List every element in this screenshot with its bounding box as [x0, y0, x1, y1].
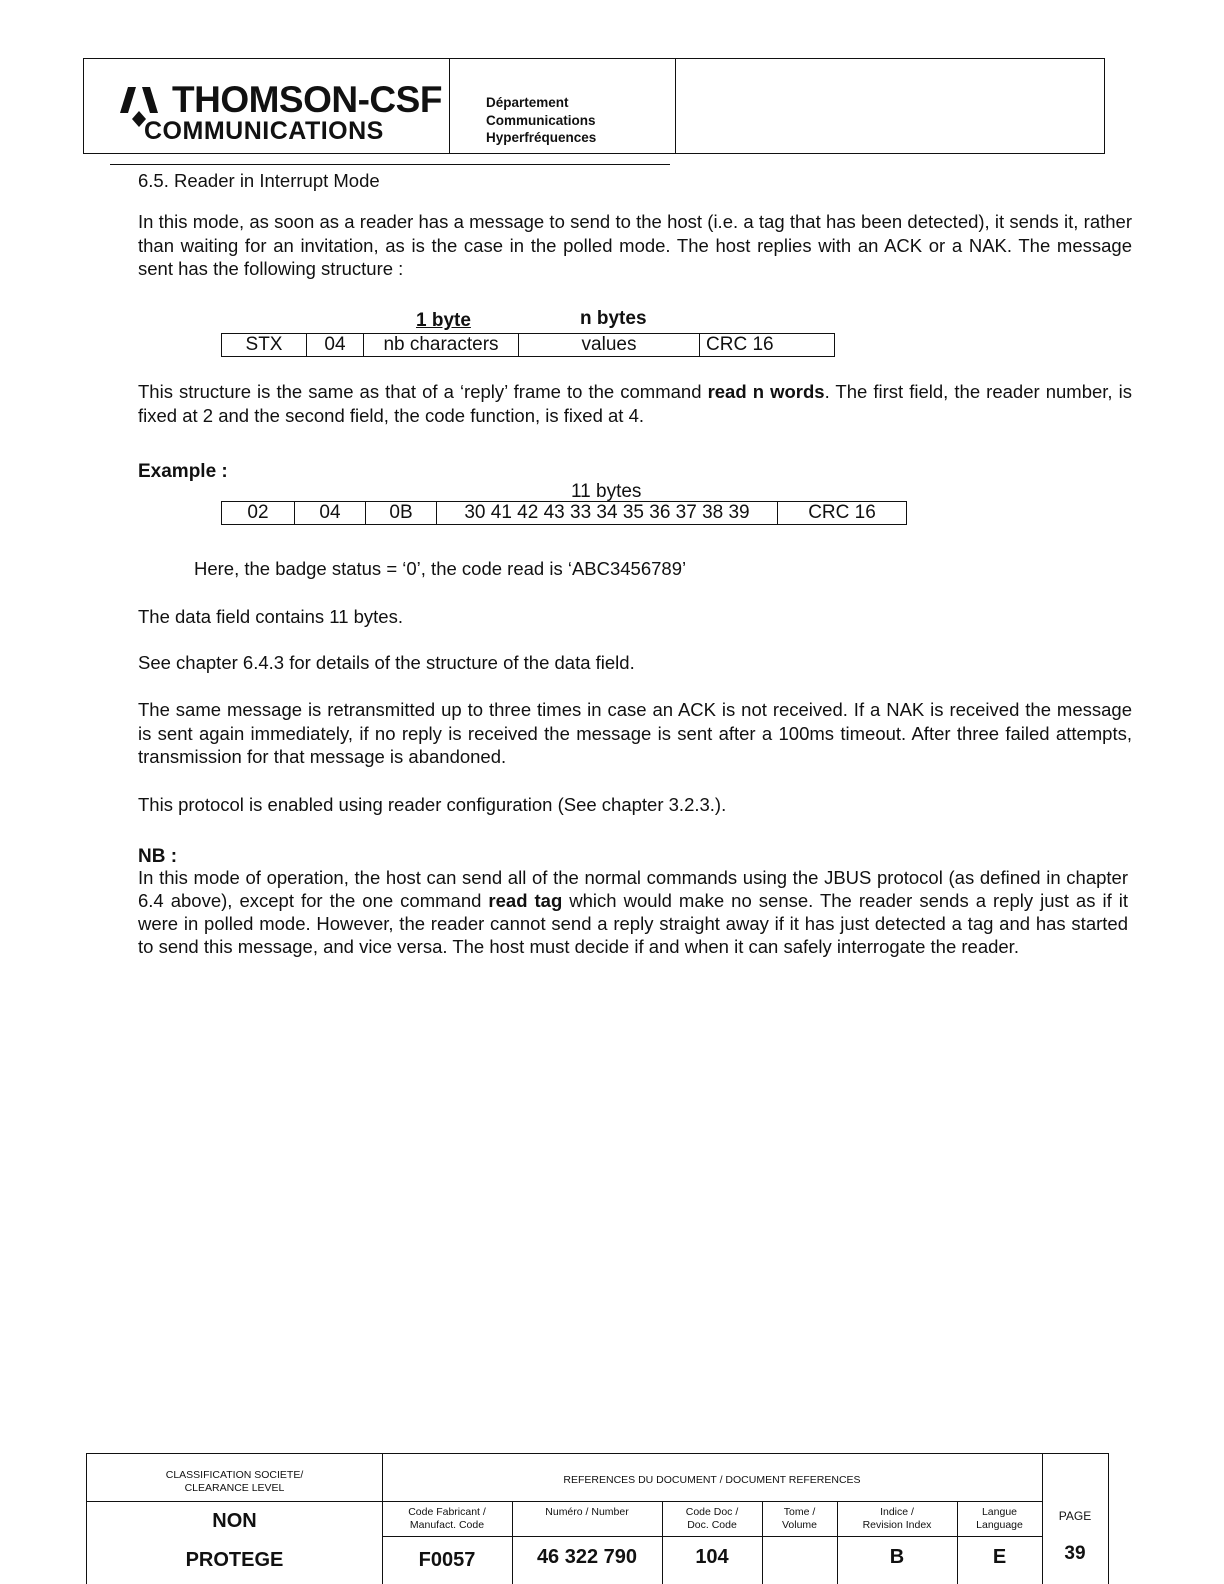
frame2-label: 11 bytes [571, 481, 642, 502]
label-line: Code Doc / [685, 1506, 739, 1518]
text-bold: read tag [488, 890, 563, 911]
example-label: Example : [138, 461, 228, 482]
frame-cell: STX [222, 334, 307, 357]
text-run: which would make no sense. The reader sends a reply just as if it were in polled mode. However, the reader cannot send a reply straight away if it has just detected a tag and has started to send this message, and vice versa. The host must decide if and when it can safely interrogate the reader. [138, 890, 1128, 957]
col-label-page: PAGE [1058, 1509, 1092, 1523]
frame-cell: 02 [222, 502, 295, 525]
department-cell [450, 59, 676, 153]
frame1-label-nbytes: n bytes [580, 308, 647, 329]
value-code-doc: 104 [695, 1546, 729, 1568]
paragraph-structure [138, 380, 1132, 427]
message-structure-table [221, 333, 835, 357]
label-line: Langue [981, 1506, 1018, 1518]
col-label-numero: Numéro / Number [545, 1506, 629, 1518]
label-line: Language [976, 1518, 1023, 1531]
frame-cell: 04 [295, 502, 366, 525]
nb-label: NB : [138, 846, 178, 867]
company-division: COMMUNICATIONS [144, 117, 384, 145]
label-line: Revision Index [862, 1518, 932, 1531]
text-run: In this mode of operation, the host can send all of the normal commands using the JBUS protocol (as defined in chapter 6.4 above), except for the one command [138, 867, 1128, 911]
footer-rule [382, 1536, 1042, 1537]
label-line: Tome / [783, 1506, 816, 1518]
classification-value-2: PROTEGE [185, 1549, 284, 1571]
label-line: Manufact. Code [409, 1518, 485, 1531]
text-bold: read n words [707, 381, 825, 402]
label-line: CLASSIFICATION SOCIETE/ [165, 1469, 304, 1481]
text-run: . The first field, the reader number, is fixed at 2 and the second field, the code function, is fixed at 4. [138, 381, 1132, 426]
frame-cell: 04 [307, 334, 364, 357]
frame1-label-1byte: 1 byte [416, 310, 471, 331]
frame-cell: nb characters [364, 334, 519, 357]
dept-line: Communications [486, 112, 596, 128]
company-name: THOMSON-CSF [172, 79, 442, 120]
label-line: CLEARANCE LEVEL [184, 1481, 285, 1494]
classification-value-1: NON [212, 1510, 257, 1532]
label-line: Doc. Code [687, 1518, 737, 1531]
value-numero: 46 322 790 [536, 1546, 638, 1568]
frame-cell: values [519, 334, 700, 357]
document-footer [86, 1453, 1109, 1584]
value-code-fabricant: F0057 [418, 1549, 476, 1571]
header-empty-cell [676, 59, 1104, 153]
example-explanation: Here, the badge status = ‘0’, the code read is ‘ABC3456789’ [194, 558, 687, 579]
footer-rule [382, 1501, 1042, 1502]
paragraph-nb [138, 866, 1128, 958]
value-langue: E [992, 1546, 1007, 1568]
frame-cell: 0B [366, 502, 437, 525]
document-header [83, 58, 1105, 154]
logo-cell [84, 59, 450, 153]
frame-cell: CRC 16 [778, 502, 907, 525]
col-label-code-doc [662, 1506, 762, 1531]
frame-cell: 30 41 42 43 33 34 35 36 37 38 39 [437, 502, 778, 525]
footer-rule [87, 1501, 382, 1502]
references-title: REFERENCES DU DOCUMENT / DOCUMENT REFERENCES [563, 1474, 861, 1486]
paragraph-retransmit: The same message is retransmitted up to three times in case an ACK is not received. If a NAK is received the message is sent again immediately, if no reply is received the message is sent after a 100ms timeout. After three failed attempts, transmission for that message is abandoned. [138, 699, 1132, 767]
value-indice: B [889, 1546, 905, 1568]
paragraph-data-field: The data field contains 11 bytes. [138, 606, 403, 627]
col-label-langue [957, 1506, 1042, 1531]
dept-line: Hyperfréquences [486, 130, 597, 145]
section-title: 6.5. Reader in Interrupt Mode [138, 170, 380, 191]
text-run: This structure is the same as that of a ‘reply’ frame to the command [138, 381, 708, 402]
col-label-indice [837, 1506, 957, 1531]
value-page: 39 [1064, 1543, 1086, 1564]
label-line: Volume [781, 1518, 818, 1531]
example-frame-table [221, 501, 907, 525]
frame-cell: CRC 16 [700, 334, 835, 357]
header-rule [110, 164, 670, 165]
paragraph-protocol: This protocol is enabled using reader configuration (See chapter 3.2.3.). [138, 794, 727, 815]
department-text [486, 94, 596, 147]
label-line: Indice / [880, 1506, 914, 1518]
paragraph-intro: In this mode, as soon as a reader has a message to send to the host (i.e. a tag that has been detected), it sends it, rather than waiting for an invitation, as is the case in the polled mode. The host replies with an ACK or a NAK. The message sent has the following structure : [138, 211, 1132, 279]
paragraph-see-chapter: See chapter 6.4.3 for details of the structure of the data field. [138, 652, 635, 673]
col-label-code-fabricant [382, 1506, 512, 1531]
label-line: Code Fabricant / [408, 1506, 486, 1518]
dept-line: Département [486, 95, 569, 110]
classification-label [87, 1469, 382, 1494]
col-label-tome [762, 1506, 837, 1531]
